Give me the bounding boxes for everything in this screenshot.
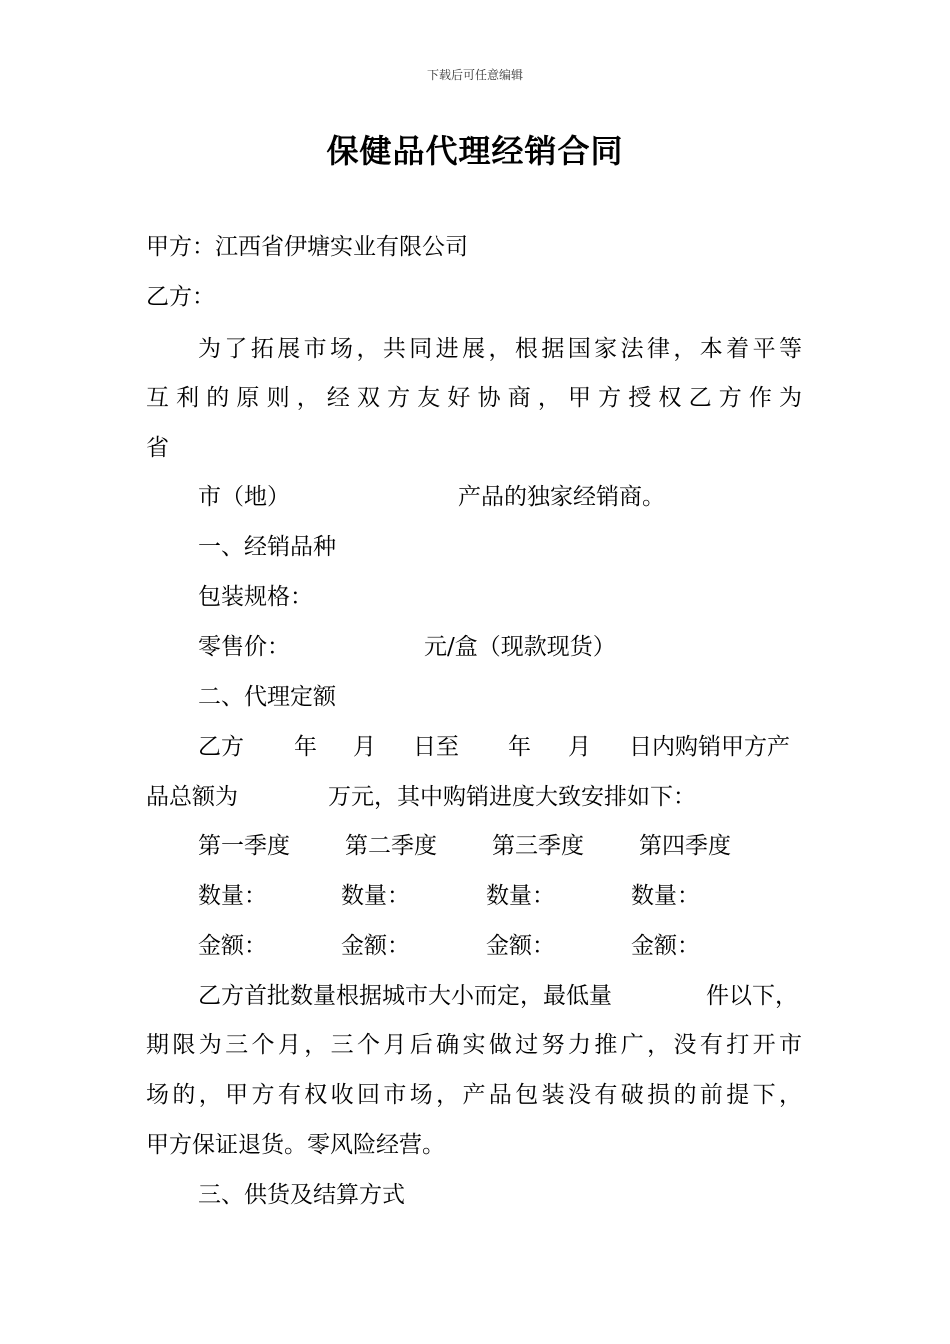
party-a-line: 甲方：江西省伊塘实业有限公司 <box>146 234 468 260</box>
retail-price-unit: 元/盒（现款现货） <box>424 634 616 660</box>
quarter-1-heading: 第一季度 <box>198 833 290 859</box>
period-end-month: 月 <box>568 734 591 760</box>
intro-line-3: 省 <box>146 435 169 461</box>
first-batch-text: 乙方首批数量根据城市大小而定，最低量 <box>198 983 612 1009</box>
header-note: 下载后可任意编辑 <box>426 68 523 82</box>
quarter-2-quantity: 数量： <box>341 883 410 909</box>
quarter-3-amount: 金额： <box>486 933 555 959</box>
packaging-spec: 包装规格： <box>198 584 313 610</box>
document-title: 保健品代理经销合同 <box>326 132 624 170</box>
quarter-1-quantity: 数量： <box>198 883 267 909</box>
quarter-2-heading: 第二季度 <box>345 833 437 859</box>
intro-line-4-region: 市（地） <box>198 484 290 510</box>
intro-line-1: 为了拓展市场，共同进展，根据国家法律，本着平等 <box>198 336 802 362</box>
quarter-2-amount: 金额： <box>341 933 410 959</box>
period-party-b: 乙方 <box>198 734 244 760</box>
section-1-heading: 一、经销品种 <box>198 534 336 560</box>
period-start-day: 日至 <box>413 734 459 760</box>
period-start-month: 月 <box>353 734 376 760</box>
first-batch-unit: 件以下， <box>706 983 798 1009</box>
quarter-4-amount: 金额： <box>631 933 700 959</box>
quarter-3-quantity: 数量： <box>486 883 555 909</box>
terms-line-3: 场的，甲方有权收回市场，产品包装没有破损的前提下， <box>146 1082 802 1108</box>
terms-line-2: 期限为三个月，三个月后确实做过努力推广，没有打开市 <box>146 1032 802 1058</box>
period-end-year: 年 <box>508 734 531 760</box>
quarter-4-quantity: 数量： <box>631 883 700 909</box>
section-3-heading: 三、供货及结算方式 <box>198 1182 405 1208</box>
period-end-day: 日内购销甲方产 <box>629 734 790 760</box>
period-start-year: 年 <box>294 734 317 760</box>
intro-line-2: 互利的原则，经双方友好协商，甲方授权乙方作为 <box>146 385 802 411</box>
quarter-1-amount: 金额： <box>198 933 267 959</box>
terms-line-4: 甲方保证退货。零风险经营。 <box>146 1132 445 1158</box>
total-amount-label: 品总额为 <box>146 784 238 810</box>
total-amount-unit: 万元，其中购销进度大致安排如下： <box>328 784 696 810</box>
quarter-4-heading: 第四季度 <box>639 833 731 859</box>
section-2-heading: 二、代理定额 <box>198 684 336 710</box>
retail-price-label: 零售价： <box>198 634 290 660</box>
party-b-line: 乙方： <box>146 284 215 310</box>
quarter-3-heading: 第三季度 <box>492 833 584 859</box>
intro-line-4-product: 产品的独家经销商。 <box>458 484 665 510</box>
